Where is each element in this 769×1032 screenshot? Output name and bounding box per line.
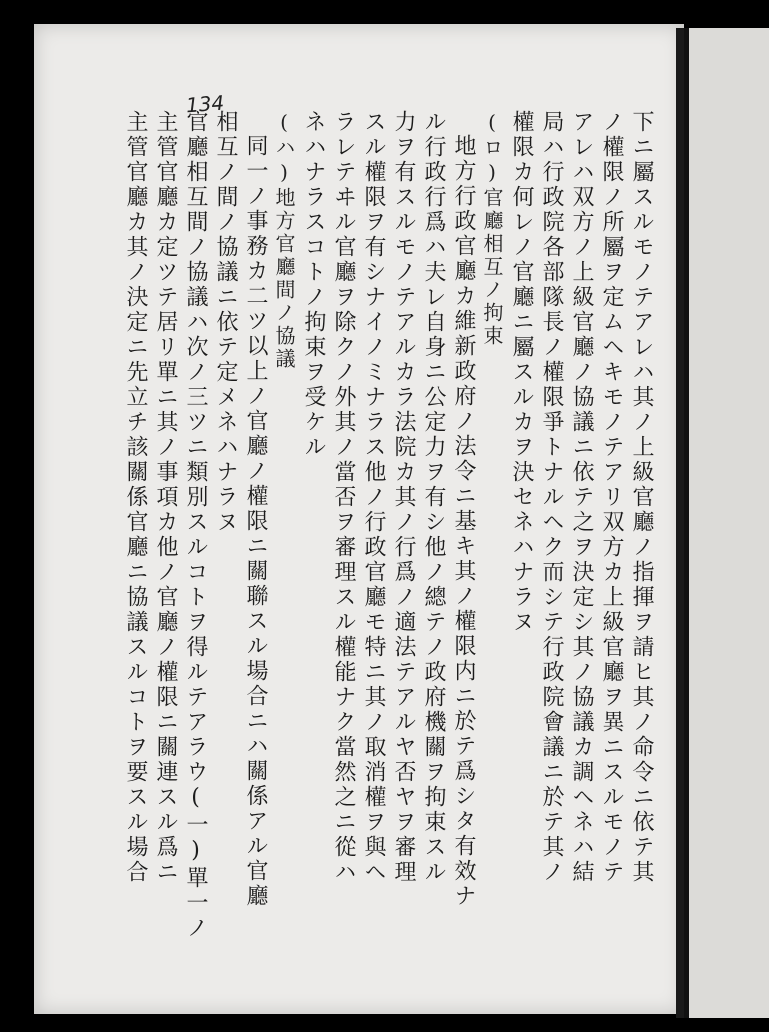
text-column: 下ニ屬スルモノテアレハ其ノ上級官廳ノ指揮ヲ請ヒ其ノ命令ニ依テ其 <box>629 110 654 885</box>
text-column: ル行政行爲ハ夫レ自身ニ公定力ヲ有シ他ノ總テノ政府機關ヲ拘束スル <box>421 110 446 885</box>
book-spine <box>676 28 684 1018</box>
text-column: 官廳相互間ノ協議ハ次ノ三ツニ類別スルコトヲ得ルテアラウ(一)單一ノ <box>183 110 208 941</box>
text-column: アレハ双方ノ上級官廳ノ協議ニ依テ之ヲ決定シ其ノ協議カ調ヘネハ結 <box>569 110 594 885</box>
text-column: 地方行政官廳カ維新政府ノ法令ニ基キ其ノ權限内ニ於テ爲シタ有效ナ <box>451 134 476 909</box>
text-column: 權限カ何レノ官廳ニ屬スルカヲ決セネハナラヌ <box>509 110 534 635</box>
text-column: 力ヲ有スルモノテアルカラ法院カ其ノ行爲ノ適法テアルヤ否ヤヲ審理 <box>391 110 416 885</box>
text-column: 相互ノ間ノ協議ニ依テ定メネハナラヌ <box>213 110 238 535</box>
page-number: 134 <box>185 90 225 118</box>
facing-page-edge <box>684 28 769 1018</box>
text-column: 同一ノ事務カ二ツ以上ノ官廳ノ權限ニ關聯スル場合ニハ關係アル官廳 <box>243 134 268 909</box>
section-heading: (ハ)地方官廳間ノ協議 <box>272 110 296 371</box>
vertical-text-block <box>123 110 654 941</box>
text-column: 主管官廳カ定ツテ居リ單ニ其ノ事項カ他ノ官廳ノ權限ニ關連スル爲ニ <box>153 110 178 885</box>
text-column: ノ權限ノ所屬ヲ定ムヘキモノテアリ双方カ上級官廳ヲ異ニスルモノテ <box>599 110 624 885</box>
text-column: ネハナラスコトノ拘束ヲ受ケル <box>301 110 326 460</box>
text-column: 主管官廳カ其ノ決定ニ先立チ該關係官廳ニ協議スルコトヲ要スル場合 <box>123 110 148 885</box>
text-column: ラレテヰル官廳ヲ除クノ外其ノ當否ヲ審理スル權能ナク當然之ニ從ハ <box>331 110 356 885</box>
text-column: 局ハ行政院各部隊長ノ權限爭トナルヘク而シテ行政院會議ニ於テ其ノ <box>539 110 564 885</box>
section-heading: (ロ)官廳相互ノ拘束 <box>480 110 504 348</box>
text-column: スル權限ヲ有シナイノミナラス他ノ行政官廳モ特ニ其ノ取消權ヲ與ヘ <box>361 110 386 885</box>
